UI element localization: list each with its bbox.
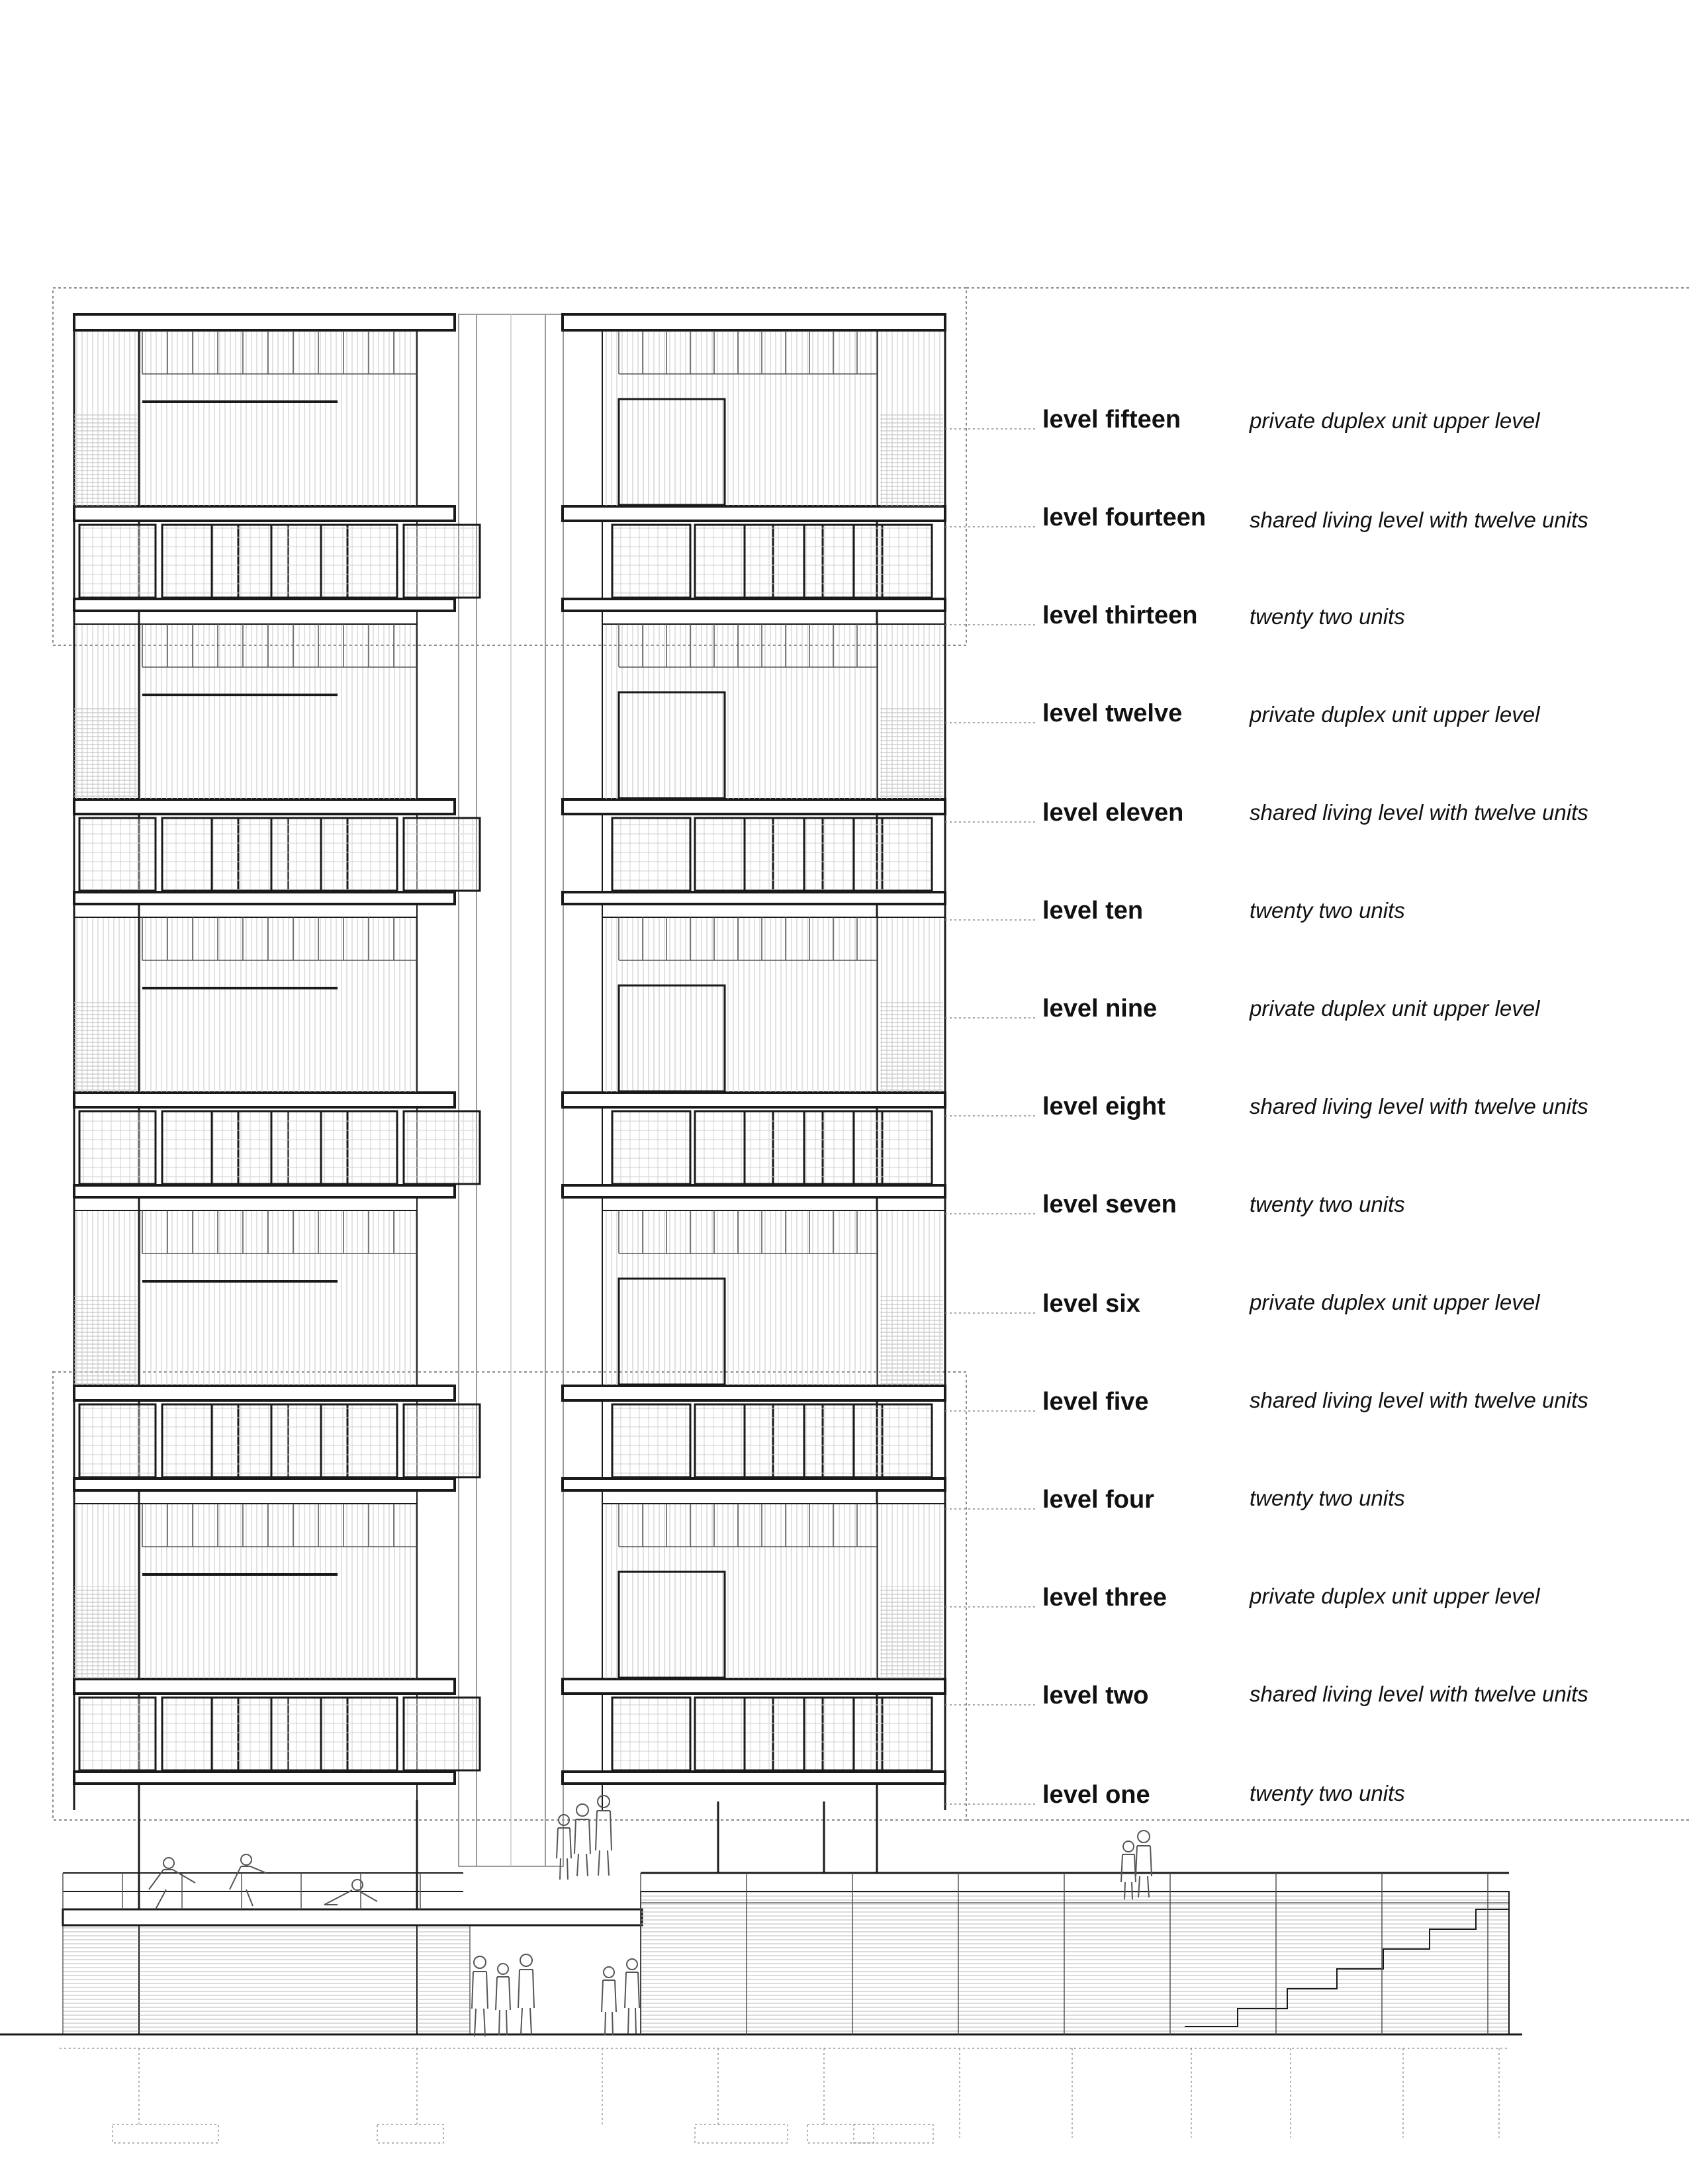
floor-slab: [563, 1679, 945, 1694]
unit-cell: [79, 818, 156, 891]
level-name: level twelve: [1042, 700, 1183, 727]
level-description: shared living level with twelve units: [1250, 800, 1588, 825]
unit-cell: [404, 525, 480, 598]
floor-slab: [563, 799, 945, 814]
private-room: [619, 399, 725, 505]
level-description: shared living level with twelve units: [1250, 1094, 1588, 1118]
level-description: shared living level with twelve units: [1250, 1388, 1588, 1412]
level-name: level eleven: [1042, 799, 1184, 827]
floor-slab: [563, 1386, 945, 1400]
level-description: twenty two units: [1250, 604, 1405, 629]
floor-slab: [563, 506, 945, 521]
level-description: shared living level with twelve units: [1250, 1682, 1588, 1706]
podium: [0, 1800, 1522, 2034]
floor-slab: [563, 892, 945, 904]
unit-cell: [79, 1404, 156, 1477]
unit-cell: [854, 525, 932, 598]
balcony-panel: [880, 414, 943, 506]
level-name: level fifteen: [1042, 406, 1181, 433]
roof: [74, 314, 945, 330]
level-name: level one: [1042, 1781, 1150, 1809]
unit-cell: [612, 1111, 690, 1184]
balcony-panel: [880, 1586, 943, 1679]
unit-cell: [321, 818, 397, 891]
balcony-panel: [880, 1293, 943, 1386]
level-name: level fourteen: [1042, 504, 1207, 531]
unit-cell: [79, 525, 156, 598]
balcony-panel: [74, 707, 137, 799]
floor-slab: [563, 1185, 945, 1197]
foundations: [60, 2048, 1509, 2143]
unit-cell: [321, 525, 397, 598]
floor-slab: [74, 799, 455, 814]
level-description: twenty two units: [1250, 1192, 1405, 1216]
floor-slab: [74, 1093, 455, 1107]
level-name: level nine: [1042, 995, 1158, 1023]
floor-slab: [74, 1185, 455, 1197]
level-description: twenty two units: [1250, 898, 1405, 923]
floor-slab: [563, 1093, 945, 1107]
floor-slab: [74, 599, 455, 611]
level-name: level four: [1042, 1486, 1154, 1514]
balcony-panel: [880, 707, 943, 799]
level-description: private duplex unit upper level: [1250, 996, 1540, 1021]
unit-cell: [321, 1404, 397, 1477]
unit-cell: [321, 1698, 397, 1770]
level-name: level thirteen: [1042, 602, 1198, 629]
floor-slab: [74, 1386, 455, 1400]
level-name: level two: [1042, 1682, 1149, 1709]
balcony-panel: [74, 1586, 137, 1679]
leader-lines: [945, 429, 1036, 1804]
level-name: level five: [1042, 1388, 1149, 1416]
balcony-panel: [74, 1000, 137, 1093]
level-name: level three: [1042, 1584, 1167, 1612]
level-name: level seven: [1042, 1191, 1177, 1218]
level-description: twenty two units: [1250, 1781, 1405, 1805]
floor-slab: [74, 1772, 455, 1784]
private-room: [619, 1572, 725, 1678]
private-room: [619, 985, 725, 1091]
unit-cell: [404, 1698, 480, 1770]
level-description: shared living level with twelve units: [1250, 508, 1588, 532]
balcony-panel: [74, 1293, 137, 1386]
unit-cell: [612, 1404, 690, 1477]
level-name: level six: [1042, 1290, 1140, 1318]
unit-cell: [612, 818, 690, 891]
unit-cell: [79, 1111, 156, 1184]
unit-cell: [79, 1698, 156, 1770]
private-room: [619, 1279, 725, 1385]
level-name: level ten: [1042, 897, 1144, 925]
balcony-panel: [74, 414, 137, 506]
floor-slab: [563, 1479, 945, 1490]
unit-cell: [854, 1698, 932, 1770]
level-description: twenty two units: [1250, 1486, 1405, 1510]
unit-cell: [854, 1404, 932, 1477]
unit-cell: [612, 1698, 690, 1770]
unit-cell: [854, 1111, 932, 1184]
unit-cell: [321, 1111, 397, 1184]
level-name: level eight: [1042, 1093, 1165, 1120]
balcony-panel: [880, 1000, 943, 1093]
private-room: [619, 692, 725, 798]
unit-cell: [404, 818, 480, 891]
floor-slab: [563, 1772, 945, 1784]
level-description: private duplex unit upper level: [1250, 1290, 1540, 1314]
unit-cell: [854, 818, 932, 891]
unit-cell: [612, 525, 690, 598]
level-description: private duplex unit upper level: [1250, 408, 1540, 433]
floor-slab: [74, 892, 455, 904]
unit-cell: [404, 1404, 480, 1477]
unit-cell: [404, 1111, 480, 1184]
level-description: private duplex unit upper level: [1250, 1584, 1540, 1608]
floor-slab: [74, 1679, 455, 1694]
floor-slab: [563, 599, 945, 611]
level-description: private duplex unit upper level: [1250, 702, 1540, 727]
floor-slab: [74, 506, 455, 521]
floor-slab: [74, 1479, 455, 1490]
